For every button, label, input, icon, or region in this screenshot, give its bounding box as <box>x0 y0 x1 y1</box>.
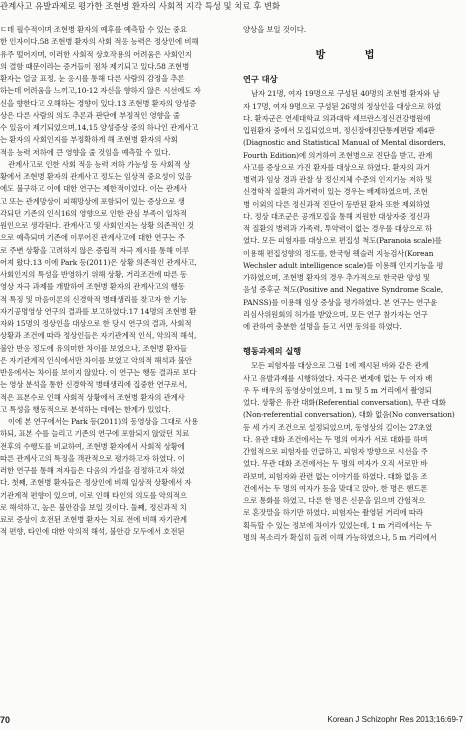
text-line: 료로 증상이 호전된 조현병 환자는 치료 전에 비해 자기관계 <box>0 515 187 524</box>
text-line: 다. 첫째, 조현병 환자들은 정상인에 비해 일상적 상황에서 자 <box>0 478 192 488</box>
text-line: 다. 환자군은 연세대학교 의과대학 세브란스정신건강병원에 <box>243 113 431 123</box>
text-line: 자 17명, 여자 9명으로 구성된 26명의 정상인을 대상으로 하였 <box>243 101 442 111</box>
text-line: 한 인자이다.58 조현병 환자의 사회 적응 능력은 정상인에 비해 <box>0 37 199 47</box>
subhead-subjects: 연구 대상 <box>243 74 278 85</box>
text-line: 하는데 어려움을 느끼고,10-12 자신을 향하지 않은 시선에도 자 <box>0 86 201 96</box>
text-line: 에 관하여 충분한 설명을 듣고 서면 동의를 하였다. <box>243 322 402 331</box>
text-line: 에도 불구하고 이에 대한 연구는 제한적이었다. 이는 관계사 <box>0 184 187 194</box>
text-line: 따른 관계사고의 특징을 객관적으로 평가하고자 하였다. 이 <box>0 453 185 463</box>
subhead-task: 행동과제의 실행 <box>243 346 302 357</box>
text-line: 적 편향, 타인에 대한 악의적 해석, 불안감 모두에서 호전된 <box>0 527 185 537</box>
text-line: 병 이외의 다른 정신과적 진단이 동반된 환자 또한 제외하였 <box>243 199 430 209</box>
text-line: 등 세 가지 조건으로 설정되었으며, 동영상의 길이는 27초였 <box>243 422 433 432</box>
text-line: 간헐적으로 피험자를 언급하고, 피험자 방향으로 시선을 주 <box>243 447 428 456</box>
text-line: 사회인지의 특성을 반영하기 위해 상황, 거리조건에 따른 동 <box>0 270 187 279</box>
text-line: Wechsler adult intelligence scale)를 이용해 인지기능을 평 <box>243 260 444 270</box>
text-line: 로 주변 상황을 고려하지 않은 증립적 자극 제시를 통해 이루 <box>0 245 190 255</box>
text-line: 적은 표본수로 인해 사회적 상황에서 조현병 환자의 관계사 <box>0 392 185 402</box>
text-line: 영상 자극 과제를 개발하여 조현병 환자의 관계사고의 행동 <box>0 282 185 292</box>
text-line: 었다. 상황은 유관 대화(Referential conversation), 무관 대화 <box>243 398 446 407</box>
text-line: 은 자기관계적 인식에서만 차이를 보였고 악의적 해석과 불안 <box>0 355 192 365</box>
text-line: 였다. 모든 피험자를 대상으로 편집성 척도(Paranoia scale)를 <box>243 236 442 246</box>
text-line: 자기공명영상 연구의 결과를 보고하였다.17 14명의 조현병 환 <box>0 306 197 316</box>
text-line: 병력과 임상 경과 관찰 상 정신지체 수준의 인지기능 저하 및 <box>243 175 433 184</box>
text-line: Fourth Edition)에 의거하여 조현병으로 진단을 받고, 관계 <box>243 150 433 160</box>
text-line: (Non-referential conversation), 대화 없음(No conversation) <box>243 410 455 420</box>
text-line: 상은 다른 사람의 의도 추론과 판단에 부정적인 영향을 줄 <box>0 110 180 120</box>
left-column <box>0 24 224 539</box>
text-line: 입원환자 중에서 모집되었으며, 정신장애진단통계편람 제4판 <box>243 126 435 135</box>
text-line: 고 또는 관계망상이 피해망상에 포함되어 있는 증상으로 생 <box>0 196 185 206</box>
text-line: ㄷ데 필수적이며 조현병 환자의 예후를 예측할 수 있는 중요 <box>0 25 187 34</box>
subjects-paragraph <box>243 88 465 333</box>
text-line: 었다. 무관 대화 조건에서는 두 명의 여자가 오직 서로만 바 <box>243 459 428 469</box>
text-line: 모든 피험자를 대상으로 그림 1에 제시된 바와 같은 관계 <box>251 361 429 371</box>
text-line: 적 특징 및 마음이론의 신경학적 병태생리를 찾고자 한 기능 <box>0 294 187 304</box>
text-line: 적 질환의 병력과 가족력, 투약력이 없는 경우를 대상으로 하 <box>243 224 433 233</box>
text-line: 고 특성을 행동적으로 분석하는 데에는 한계가 있었다. <box>0 404 171 414</box>
text-line: 환자는 얼굴 표정, 눈 응시를 통해 다른 사람의 감정을 추론 <box>0 74 185 83</box>
text-line: 우 두 배우의 동영상이였으며, 1 m 및 5 m 거리에서 촬영되 <box>243 385 432 395</box>
text-line: 음성 증후군 척도(Positive and Negative Syndrome Scale, <box>243 285 443 295</box>
page-number: 70 <box>0 715 11 725</box>
text-line: 건에서는 두 명의 여자가 등을 맞대고 앉아, 한 명은 핸드폰 <box>243 483 428 493</box>
text-line: 러한 연구를 통해 저자들은 다음의 가설을 검정하고자 하였 <box>0 466 185 475</box>
text-line: 다. 정상 대조군은 공개모집을 통해 지원한 대상자중 정신과 <box>243 211 430 221</box>
text-line: PANSS)를 이용해 임상 증상을 평가하였다. 본 연구는 연구윤 <box>243 297 438 307</box>
text-line: 수 있음이 제기되었으며,14,15 양성증상 중의 하나인 관계사고 <box>0 123 199 132</box>
text-line: 이용해 편집성향의 정도를, 한국형 웩슬러 지능검사(Korean <box>243 248 434 258</box>
intro-line: 양상을 보일 것이다. <box>243 25 307 34</box>
text-line: 획득할 수 있는 정보에 차이가 있었는데, 1 m 거리에서는 두 <box>243 520 432 530</box>
text-line: 어져 왔다.13 이에 Park 등(2011)은 상황 의존적인 관계사고, <box>0 257 197 267</box>
text-line: 신을 향한다고 오해하는 경향이 있다.13 조현병 환자의 앙성증 <box>0 98 197 108</box>
page-footer <box>0 713 465 729</box>
text-line: 적응 능력 저하에 큰 영향을 줄 것임을 예측할 수 있다. <box>0 147 171 157</box>
text-line: 자와 15명의 정상인을 대상으로 한 당시 연구의 결과, 사회적 <box>0 319 192 328</box>
right-column <box>243 24 465 544</box>
text-line: 로 혼잣말을 하기만 하였다. 피험자는 촬영된 거리에 따라 <box>243 508 423 518</box>
text-line: 명의 목소리가 확실히 들려 이해 가능하였으나, 5 m 거리에서 <box>243 532 437 542</box>
text-line: 이에 본 연구에서는 Park 등(2011)의 동영상을 그대로 사용 <box>8 417 199 426</box>
text-line: 유주 떨어지며, 이러한 사회적 상호작용의 어려움은 사회인지 <box>0 49 192 59</box>
text-line: 는 환자의 사회인지를 부정확하게 해 조현병 환자의 사회 <box>0 135 178 145</box>
text-line: 의 결함 때문이라는 증거들이 점차 제기되고 있다.58 조현병 <box>0 61 190 71</box>
text-line: (Diagnostic and Statistical Manual of Mental disorders, <box>243 138 446 148</box>
text-line: 관계사고로 인한 사회 적응 능력 저하 가능성 등 사회적 상 <box>8 159 191 169</box>
text-line: 리심사위원회의 허가를 받았으며, 모든 연구 참가자는 연구 <box>243 309 428 319</box>
text-line: 라보며, 피험자와 관련 없는 이야기를 하였다. 대화 없음 조 <box>243 471 428 481</box>
text-line: 는 영상 분석을 통한 신경학적 병태생리에 집중한 연구로서, <box>0 380 187 390</box>
text-line: 으로 통화를 하였고, 다른 한 명은 신문을 읽으며 간헐적으 <box>243 496 426 505</box>
text-line: 사고 유발과제를 시행하였다. 자극은 변제에 없는 두 여자 배 <box>243 373 433 383</box>
text-line: 하되, 표본 수를 늘리고 기존의 연구에 포함되지 않았던 치료 <box>0 429 190 439</box>
journal-citation: Korean J Schizophr Res 2013;16:69-7 <box>327 715 463 724</box>
text-line: 으로 예측되며 기존에 이루어진 관계사고에 대한 연구는 주 <box>0 233 185 243</box>
text-line: 로 해석하고, 높은 불안감을 보일 것이다. 둘째, 정신과적 치 <box>0 502 187 512</box>
text-line: 상황과 조건에 따라 정상인들은 자기관계적 인식, 악의적 해석, <box>0 331 197 341</box>
text-line: 반응에서는 차이를 보이지 않았다. 이 연구는 행동 결과로 보다 <box>0 368 197 377</box>
text-line: 각되던 기존의 인식16의 영향으로 인한 관심 부족이 일차적 <box>0 208 187 218</box>
text-line: 전후의 수행도를 비교하여, 조현병 환자에서 사회적 상황에 <box>0 441 185 451</box>
text-line: 황에서 조현병 환자의 관계사고 정도는 임상적 중요성이 있음 <box>0 172 192 181</box>
text-line: 남자 21명, 여자 19명으로 구성된 40명의 조현병 환자와 남 <box>251 89 440 99</box>
text-line: 불안 반응 정도에 유의미한 차이를 보였으나, 조현병 환자들 <box>0 343 187 353</box>
text-line: 신경학적 질환의 과거력이 있는 경우는 배제하였으며, 조현 <box>243 187 428 197</box>
text-line: 기관계적 편향이 있으며, 이로 인해 타인의 의도를 악의적으 <box>0 490 187 500</box>
text-line: 다. 유관 대화 조건에서는 두 명의 여자가 서로 대화를 하며 <box>243 434 428 444</box>
text-line: 사고를 증상으로 가진 환자를 대상으로 하였다. 환자의 과거 <box>243 162 430 172</box>
text-line: 가하였으며, 조현병 환자의 경우 추가적으로 한국판 양성 및 <box>243 273 430 282</box>
section-title: 방 법 <box>315 50 393 62</box>
text-line: 원인으로 생각된다. 관계사고 및 사회인지는 상황 의존적인 것 <box>0 221 194 230</box>
running-head: 관계사고 유발과제로 평가한 조현병 환자의 사회적 지각 특성 및 치료 후 변화 <box>0 1 281 11</box>
task-paragraph <box>243 360 465 544</box>
